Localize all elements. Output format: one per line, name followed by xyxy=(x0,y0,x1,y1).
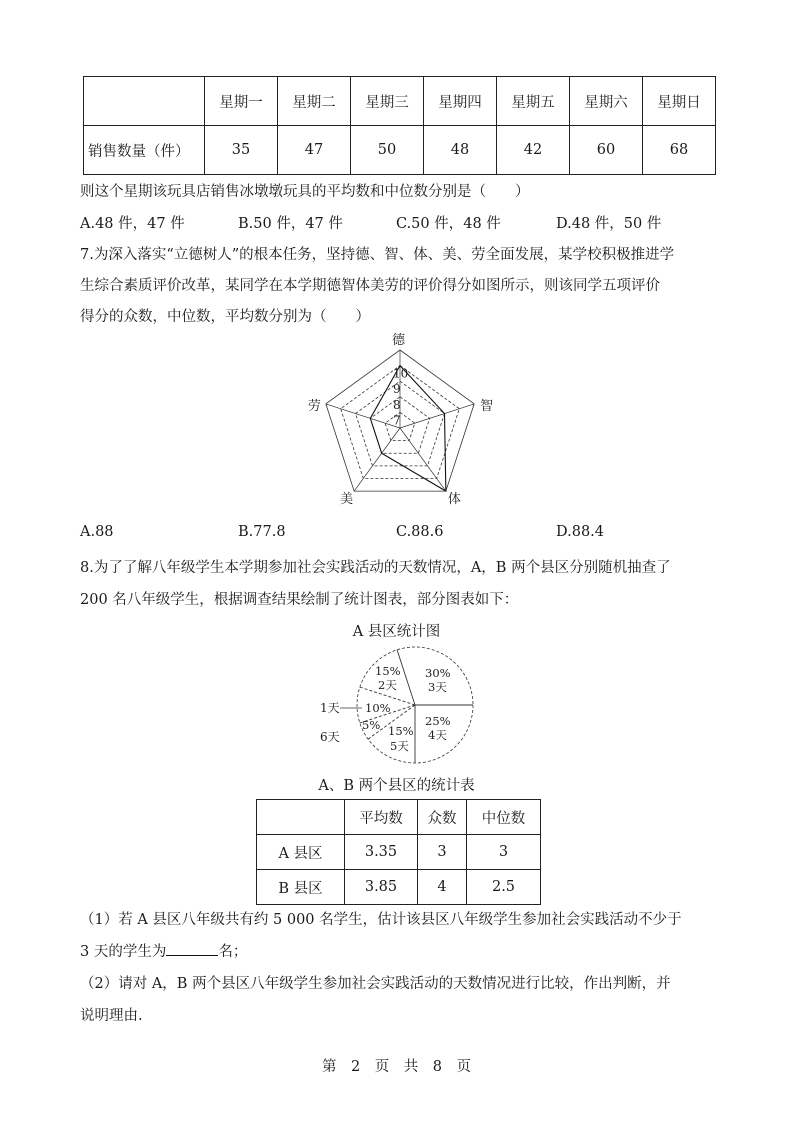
q6-option-d: D.48 件，50 件 xyxy=(556,216,662,232)
sales-table xyxy=(83,76,716,175)
table-cell: 35 xyxy=(205,126,278,175)
q8-sub1-line-2 xyxy=(80,940,247,961)
answer-blank[interactable] xyxy=(166,941,218,956)
radar-axis-label: 智 xyxy=(480,398,494,414)
q8-sub1-line-1: （1）若 A 县区八年级共有约 5 000 名学生，估计该县区八年级学生参加社会实践活动不少于 xyxy=(80,912,682,928)
table-cell: 3 xyxy=(467,835,541,870)
table-cell: 众数 xyxy=(418,800,467,835)
radar-axis-label: 体 xyxy=(447,492,461,508)
q7-line-1: 7.为深入落实“立德树人”的根本任务，坚持德、智、体、美、劳全面发展，某学校积极推进学 xyxy=(80,247,675,263)
table-cell xyxy=(257,800,345,835)
pie-slice-label: 3天 xyxy=(428,680,447,694)
radar-spoke xyxy=(400,404,474,428)
table-cell: A 县区 xyxy=(257,835,345,870)
radar-ring-label: 7 xyxy=(393,413,401,428)
radar-ring-label: 9 xyxy=(393,382,401,397)
table-row xyxy=(257,835,541,870)
radar-axis-label: 德 xyxy=(392,333,406,348)
table-cell xyxy=(84,77,205,126)
q7-option-b: B.77.8 xyxy=(238,524,286,540)
table-cell: 星期五 xyxy=(497,77,570,126)
pie-slice-label: 30% xyxy=(425,666,451,680)
table-cell: B 县区 xyxy=(257,870,345,905)
pie-slice-label: 15% xyxy=(375,664,401,678)
radar-ring-label: 8 xyxy=(393,397,401,412)
radar-spoke xyxy=(326,404,400,428)
page-footer: 第 2 页 共 8 页 xyxy=(322,1059,471,1075)
table-cell: 星期一 xyxy=(205,77,278,126)
table-cell: 42 xyxy=(497,126,570,175)
radar-spoke xyxy=(400,428,446,491)
table-cell: 星期日 xyxy=(643,77,716,126)
pie-outside-label: 6天 xyxy=(320,730,340,744)
q8-line-1: 8.为了了解八年级学生本学期参加社会实践活动的天数情况，A，B 两个县区分别随机抽查了 xyxy=(80,560,671,576)
table-cell: 47 xyxy=(278,126,351,175)
stat-table-title: A、B 两个县区的统计表 xyxy=(318,778,475,794)
stat-table xyxy=(256,799,541,905)
q7-option-d: D.88.4 xyxy=(556,524,605,540)
pie-slice-label: 15% xyxy=(388,724,414,738)
radar-axis-label: 劳 xyxy=(307,398,321,414)
pie-slice-label: 5% xyxy=(362,718,381,732)
table-cell: 星期三 xyxy=(351,77,424,126)
q7-line-3: 得分的众数，中位数，平均数分别为（ ） xyxy=(80,309,370,325)
table-cell: 星期二 xyxy=(278,77,351,126)
table-cell: 中位数 xyxy=(467,800,541,835)
table-cell: 3.85 xyxy=(345,870,418,905)
table-cell: 60 xyxy=(570,126,643,175)
table-header-row xyxy=(257,800,541,835)
q8-sub2-line-2: 说明理由. xyxy=(80,1008,143,1024)
q8-sub1-suffix: 名； xyxy=(218,944,248,960)
pie-slice-label: 2天 xyxy=(378,678,397,692)
table-cell: 50 xyxy=(351,126,424,175)
table-cell: 星期四 xyxy=(424,77,497,126)
table-cell: 星期六 xyxy=(570,77,643,126)
pie-title: A 县区统计图 xyxy=(352,624,441,640)
q6-option-b: B.50 件，47 件 xyxy=(238,216,343,232)
pie-slice-label: 4天 xyxy=(428,728,447,742)
q7-line-2: 生综合素质评价改革，某同学在本学期德智体美劳的评价得分如图所示，则该同学五项评价 xyxy=(80,278,660,294)
pie-outside-label: 1天 xyxy=(320,701,340,715)
q7-option-a: A.88 xyxy=(80,524,114,540)
q6-option-a: A.48 件，47 件 xyxy=(80,216,185,232)
q6-stem: 则这个星期该玩具店销售冰墩墩玩具的平均数和中位数分别是（ ） xyxy=(80,184,530,200)
table-row xyxy=(257,870,541,905)
q8-sub1-prefix: 3 天的学生为 xyxy=(80,944,167,960)
row-label: 销售数量（件） xyxy=(84,126,205,175)
q6-option-c: C.50 件，48 件 xyxy=(396,216,501,232)
table-cell: 3 xyxy=(418,835,467,870)
table-cell: 2.5 xyxy=(467,870,541,905)
table-row xyxy=(84,126,716,175)
radar-ring-label: 10 xyxy=(393,366,409,381)
pie-slice-label: 10% xyxy=(365,701,391,715)
pie-chart xyxy=(310,645,490,765)
q8-line-2: 200 名八年级学生，根据调查结果绘制了统计图表，部分图表如下： xyxy=(80,592,519,608)
q8-sub2-line-1: （2）请对 A，B 两个县区八年级学生参加社会实践活动的天数情况进行比较，作出判断，并 xyxy=(80,976,671,992)
table-header-row xyxy=(84,77,716,126)
pie-slice-label: 25% xyxy=(425,714,451,728)
table-cell: 平均数 xyxy=(345,800,418,835)
radar-chart xyxy=(300,330,500,520)
pie-slice-label: 5天 xyxy=(390,739,409,753)
table-cell: 3.35 xyxy=(345,835,418,870)
q7-option-c: C.88.6 xyxy=(396,524,444,540)
table-cell: 68 xyxy=(643,126,716,175)
table-cell: 48 xyxy=(424,126,497,175)
radar-data-polygon xyxy=(370,366,446,492)
radar-axis-label: 美 xyxy=(340,492,354,508)
table-cell: 4 xyxy=(418,870,467,905)
